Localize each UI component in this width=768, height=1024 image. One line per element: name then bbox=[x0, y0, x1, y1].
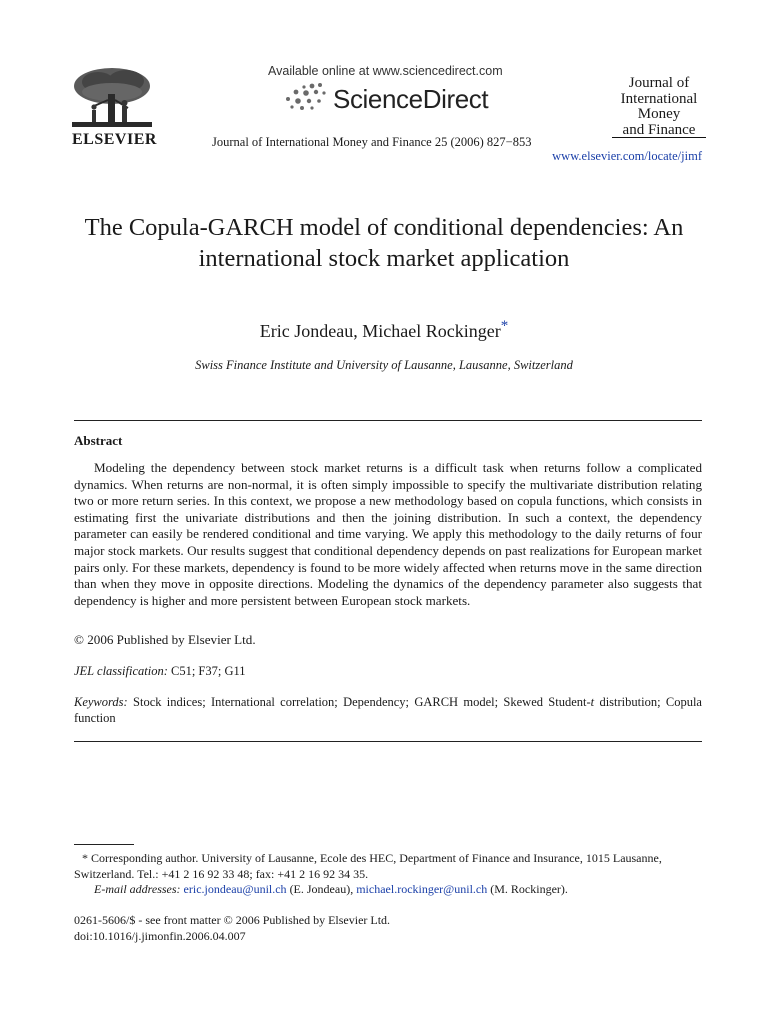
publisher-name: ELSEVIER bbox=[72, 131, 157, 148]
keywords-text: Stock indices; International correlation; Dependency; GARCH model; Skewed Student- bbox=[133, 695, 591, 709]
footnote-corresponding bbox=[74, 851, 702, 882]
abstract-text bbox=[74, 460, 702, 609]
sciencedirect-dots-icon bbox=[282, 82, 328, 110]
jel-label: JEL classification: bbox=[74, 664, 168, 678]
sciencedirect-wordmark: ScienceDirect bbox=[333, 84, 489, 114]
jel-codes: C51; F37; G11 bbox=[171, 664, 246, 678]
footnote-text: Corresponding author. University of Lausanne, Ecole des HEC, Department of Finance and Insurance, 1015 Lausanne, Switzerland. Tel.: +41 2 16 92 33 48; fax: +41 2 16 92 34 35. bbox=[74, 851, 662, 881]
abstract-heading: Abstract bbox=[74, 433, 123, 448]
journal-url-link[interactable]: www.elsevier.com/locate/jimf bbox=[552, 149, 702, 163]
corresponding-author-link[interactable]: * bbox=[500, 318, 509, 334]
divider-bottom bbox=[74, 741, 702, 742]
abstract-paragraph: Modeling the dependency between stock market returns is a difficult task when returns follow a complicated dynamics. When returns are non-normal, it is often simply impossible to specify the multivariate distribution relating two or more return series. In this context, we propose a new methodology based on copula functions, which consists in estimating first the univariate distributions and then the joining distribution. In such a context, the dependency parameter can easily be rendered conditional and time varying. We apply this methodology to the daily returns of four major stock markets. Our results suggest that conditional dependency depends on past realizations for European market pairs only. For these markets, dependency is found to be more widely affected when returns move in the same direction than when they move in opposite directions. Modeling the dynamics of the dependency parameter also suggests that dependency is higher and more persistent between European stock markets. bbox=[74, 460, 702, 608]
available-online-text[interactable]: Available online at www.sciencedirect.com bbox=[268, 64, 503, 78]
doi[interactable]: doi:10.1016/j.jimonfin.2006.04.007 bbox=[74, 928, 246, 943]
footnote-emails bbox=[74, 882, 702, 898]
elsevier-tree-logo bbox=[68, 66, 156, 130]
journal-name-line: International bbox=[620, 90, 698, 107]
journal-name-line: Money bbox=[637, 106, 681, 122]
keywords-label: Keywords: bbox=[74, 695, 128, 709]
jel-classification bbox=[74, 664, 246, 679]
footnote-rule bbox=[74, 844, 134, 845]
keywords bbox=[74, 694, 702, 726]
author-affiliation: Swiss Finance Institute and University of Lausanne, Lausanne, Switzerland bbox=[195, 358, 573, 372]
abstract-copyright: © 2006 Published by Elsevier Ltd. bbox=[74, 632, 256, 647]
author-names: Eric Jondeau, Michael Rockinger bbox=[259, 321, 501, 341]
front-matter-line: 0261-5606/$ - see front matter © 2006 Published by Elsevier Ltd. bbox=[74, 913, 391, 927]
article-title: The Copula-GARCH model of conditional dependencies: An international stock market application bbox=[84, 214, 684, 272]
footnote bbox=[74, 851, 702, 898]
journal-name-line: and Finance bbox=[622, 121, 696, 138]
front-matter bbox=[74, 913, 390, 944]
email-link-jondeau[interactable]: eric.jondeau@unil.ch bbox=[183, 882, 287, 896]
footnote-mark: * bbox=[82, 851, 88, 865]
divider-top bbox=[74, 420, 702, 421]
email-name-jondeau: (E. Jondeau), bbox=[286, 882, 357, 896]
keywords-text-end: distribution; Copula function bbox=[74, 695, 702, 725]
journal-citation: Journal of International Money and Finance 25 (2006) 827−853 bbox=[212, 135, 532, 149]
journal-name-rule bbox=[612, 137, 706, 138]
article-authors bbox=[80, 318, 688, 342]
journal-name bbox=[612, 76, 706, 138]
email-link-rockinger[interactable]: michael.rockinger@unil.ch bbox=[356, 882, 488, 896]
keywords-t: t bbox=[590, 695, 595, 709]
email-name-rockinger: (M. Rockinger). bbox=[487, 882, 568, 896]
journal-name-line: Journal of bbox=[628, 75, 690, 91]
email-label: E-mail addresses: bbox=[94, 882, 181, 896]
